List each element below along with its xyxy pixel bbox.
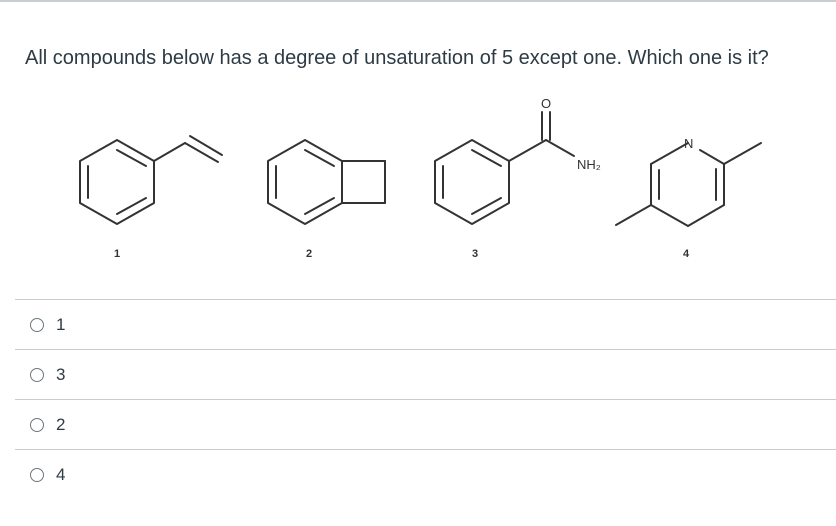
radio-button[interactable]	[30, 368, 44, 382]
radio-button[interactable]	[30, 468, 44, 482]
answer-option[interactable]	[15, 399, 836, 449]
answer-label: 1	[56, 314, 66, 334]
compound-3-benzamide	[435, 112, 574, 224]
compound-label-1: 1	[113, 248, 121, 260]
carbonyl-oxygen-label: O	[540, 96, 552, 111]
answer-option[interactable]	[15, 299, 836, 349]
amine-label: NH₂	[577, 157, 601, 172]
structures-svg	[0, 90, 836, 270]
compound-4-dimethylpyridine	[616, 143, 761, 226]
compound-2-benzocyclobutene	[268, 140, 385, 224]
radio-button[interactable]	[30, 318, 44, 332]
answer-choices	[15, 299, 836, 499]
question-text: All compounds below has a degree of unsaturation of 5 except one. Which one is it?	[25, 47, 769, 69]
radio-button[interactable]	[30, 418, 44, 432]
compound-label-3: 3	[471, 248, 479, 260]
compound-1-styrene	[80, 136, 222, 224]
compound-label-4: 4	[682, 248, 690, 260]
answer-label: 4	[56, 464, 66, 484]
compound-label-2: 2	[305, 248, 313, 260]
compound-structures-figure	[0, 90, 836, 270]
answer-option[interactable]	[15, 449, 836, 499]
answer-label: 3	[56, 364, 66, 384]
top-divider	[0, 0, 836, 2]
answer-label: 2	[56, 414, 66, 434]
pyridine-nitrogen-label: N	[684, 136, 694, 151]
answer-option[interactable]	[15, 349, 836, 399]
